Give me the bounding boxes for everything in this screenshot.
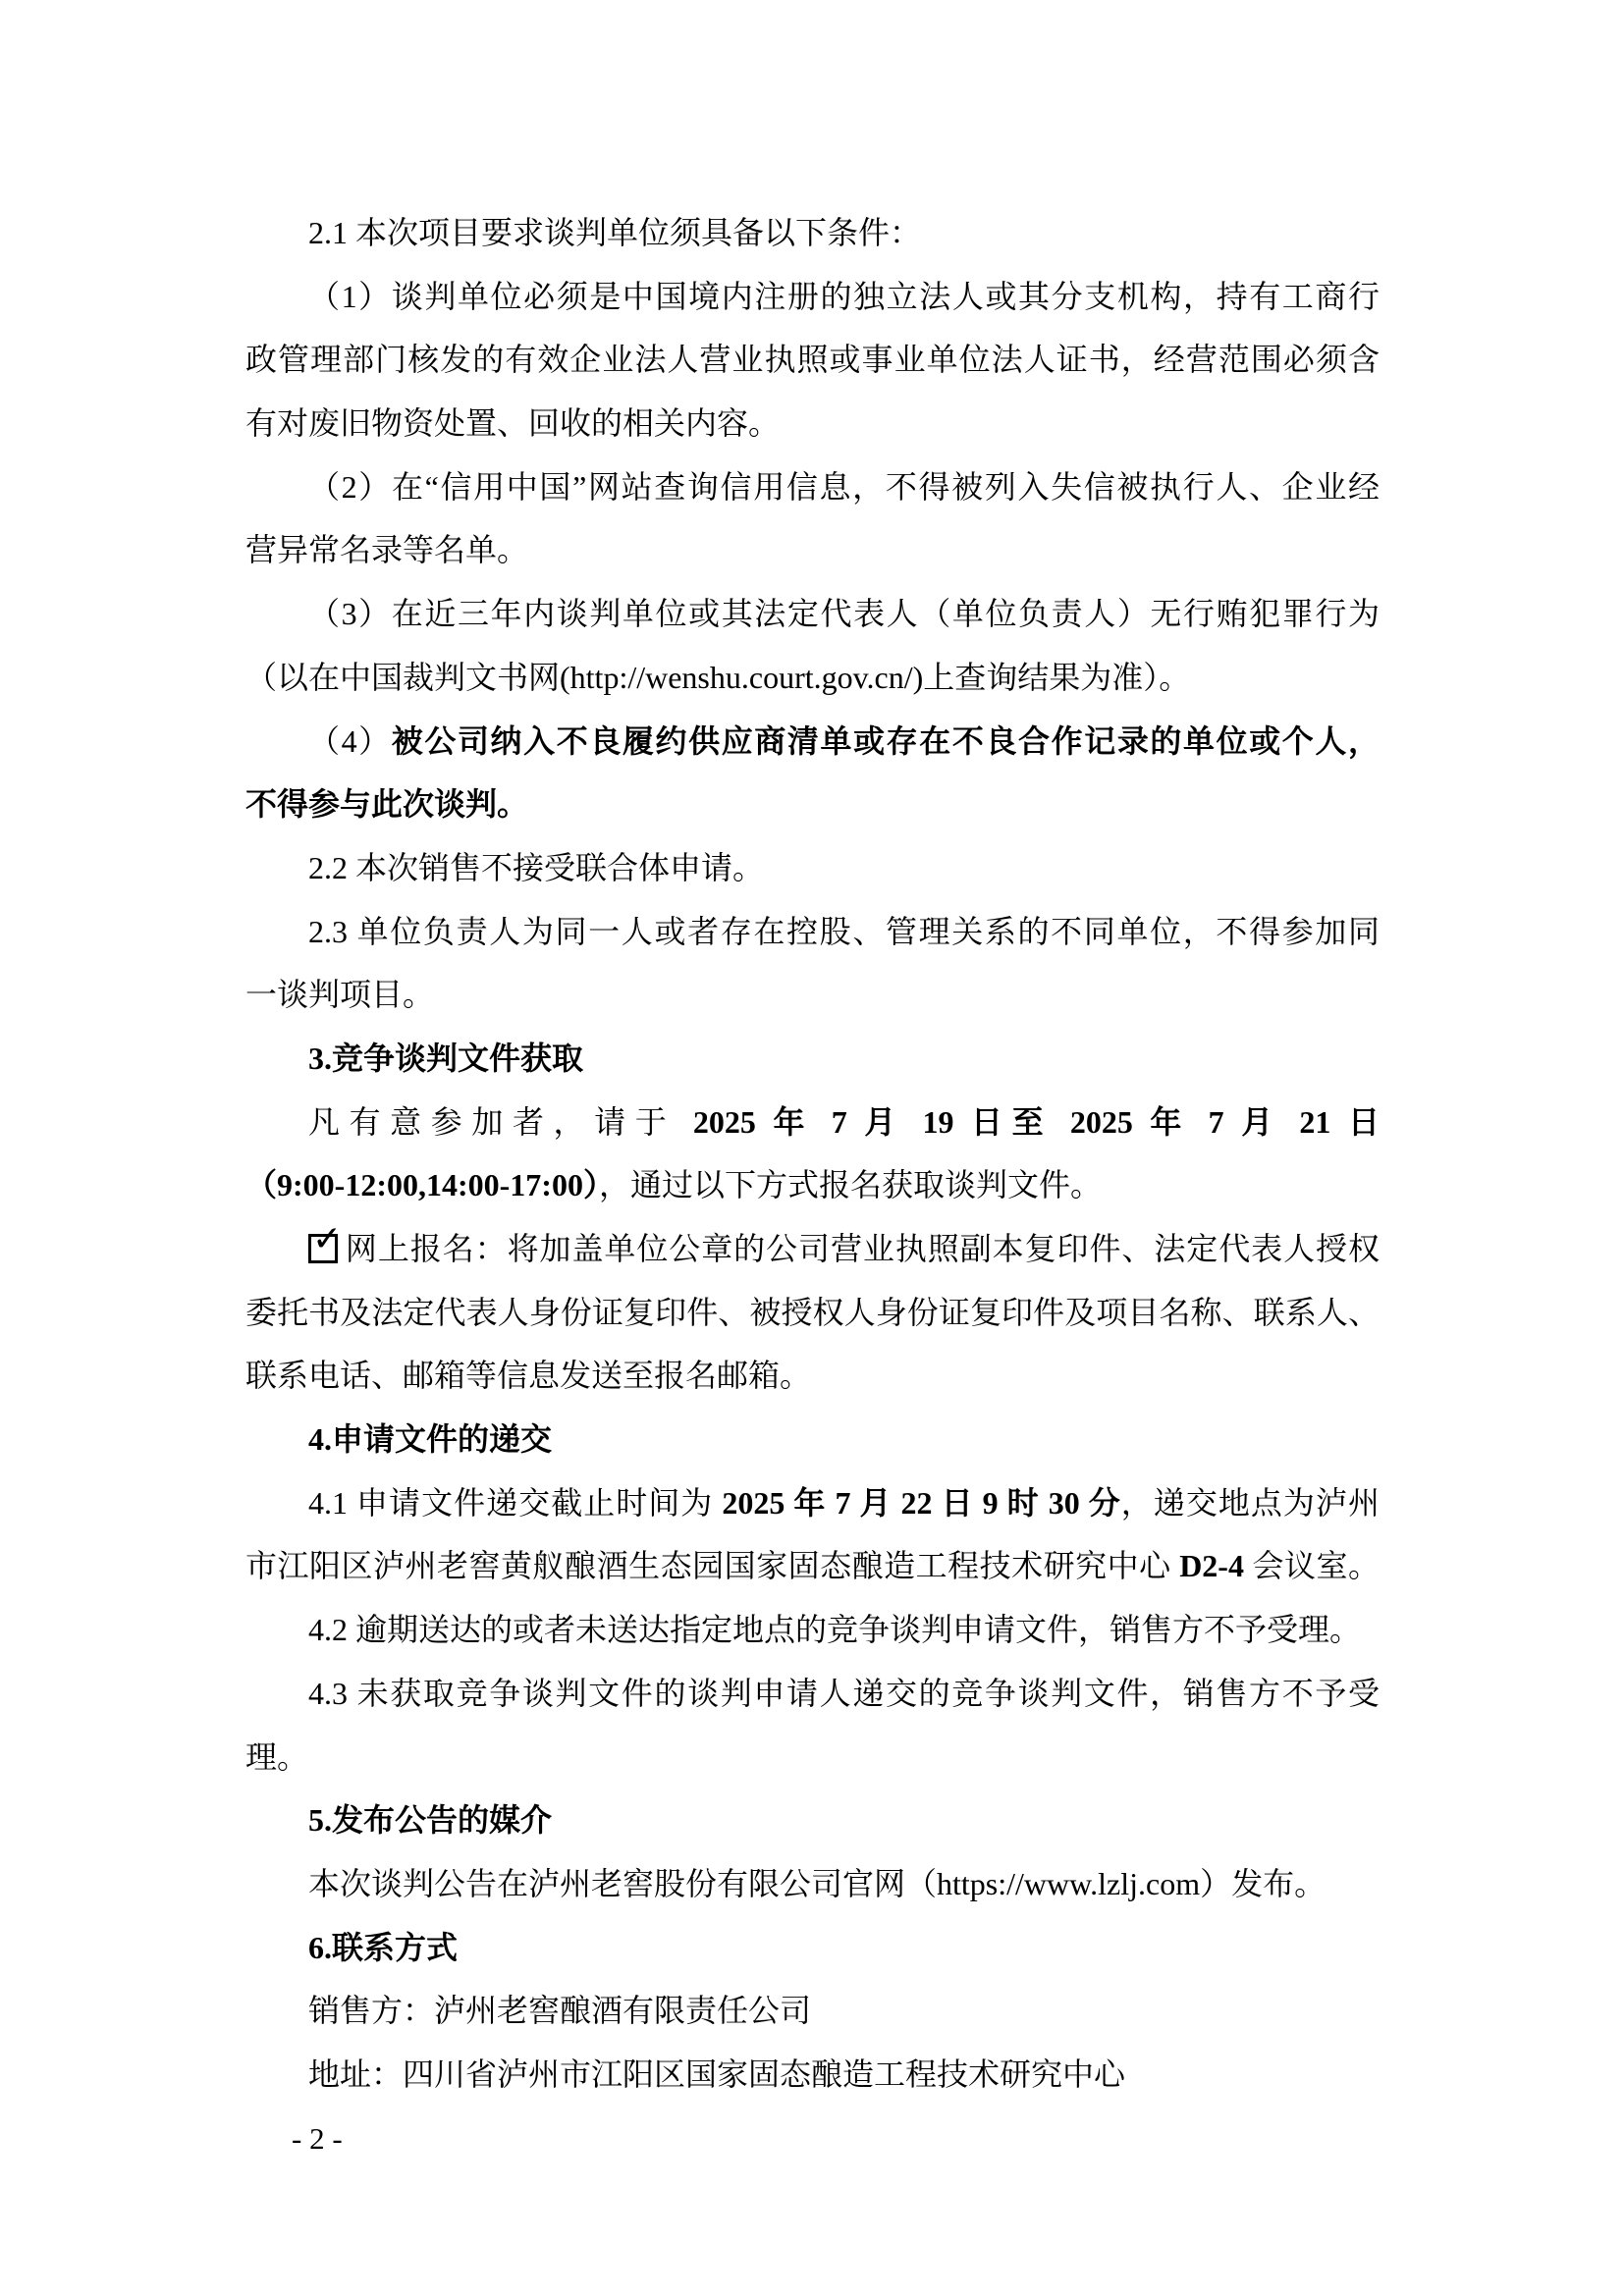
text-segment: 4.3 未获取竞争谈判文件的谈判申请人递交的竞争谈判文件，销售方不予受	[308, 1675, 1380, 1711]
text-segment: 2.3 单位负责人为同一人或者存在控股、管理关系的不同单位，不得参加同	[308, 913, 1380, 949]
text-segment: 不得参与此次谈判。	[245, 786, 529, 823]
text-segment: （3）在近三年内谈判单位或其法定代表人（单位负责人）无行贿犯罪行为	[308, 596, 1380, 632]
heading-line	[245, 1916, 1380, 1980]
text-line	[245, 201, 1380, 265]
text-segment: 2.2 本次销售不接受联合体申请。	[308, 849, 765, 885]
text-segment: （1）谈判单位必须是中国境内注册的独立法人或其分支机构，持有工商行	[308, 278, 1380, 314]
check-mark-glyph: ✓	[312, 1219, 343, 1259]
text-segment: 会议室。	[1243, 1548, 1380, 1584]
text-segment: 委托书及法定代表人身份证复印件、被授权人身份证复印件及项目名称、联系人、	[245, 1294, 1380, 1330]
text-segment: 网上报名：将加盖单位公章的公司营业执照副本复印件、法定代表人授权	[345, 1231, 1380, 1266]
text-line	[245, 1153, 1380, 1217]
text-segment: 2025 年 7 月 19 日至 2025 年 7 月 21 日	[692, 1103, 1380, 1140]
text-line	[245, 1217, 1380, 1281]
text-line	[245, 1852, 1380, 1916]
text-line	[245, 582, 1380, 646]
text-segment: （9:00-12:00,14:00-17:00）	[245, 1167, 599, 1203]
text-segment: 销售方：泸州老窖酿酒有限责任公司	[308, 1993, 812, 2029]
text-line	[245, 963, 1380, 1027]
heading-line	[245, 1408, 1380, 1471]
text-segment: 政管理部门核发的有效企业法人营业执照或事业单位法人证书，经营范围必须含	[245, 342, 1380, 378]
text-line	[245, 1471, 1380, 1535]
text-segment: 市江阳区泸州老窖黄舣酿酒生态园国家固态酿造工程技术研究中心	[245, 1548, 1180, 1584]
text-segment: （2）在“信用中国”网站查询信用信息，不得被列入失信被执行人、企业经	[308, 468, 1380, 505]
text-line	[245, 1598, 1380, 1662]
text-segment: 理。	[245, 1738, 309, 1775]
text-segment: 4.1 申请文件递交截止时间为	[308, 1484, 723, 1521]
text-line	[245, 836, 1380, 900]
text-segment: 5.发布公告的媒介	[308, 1802, 553, 1839]
text-line	[245, 1662, 1380, 1726]
text-line	[245, 1091, 1380, 1154]
text-line	[245, 646, 1380, 710]
heading-line	[245, 1027, 1380, 1091]
text-segment: ，通过以下方式报名获取谈判文件。	[598, 1167, 1102, 1203]
text-line	[245, 1979, 1380, 2043]
checked-checkbox-icon	[308, 1219, 343, 1263]
text-segment: 4.申请文件的递交	[308, 1421, 553, 1458]
text-line	[245, 710, 1380, 774]
text-segment: 联系电话、邮箱等信息发送至报名邮箱。	[245, 1358, 812, 1394]
text-segment: 2025 年 7 月 22 日 9 时 30 分	[722, 1484, 1121, 1521]
heading-line	[245, 1789, 1380, 1852]
text-line	[245, 1281, 1380, 1345]
text-segment: 3.竞争谈判文件获取	[308, 1040, 584, 1076]
text-segment: 营异常名录等名单。	[245, 532, 529, 568]
text-line	[245, 900, 1380, 964]
text-line	[245, 392, 1380, 455]
text-segment: 地址：四川省泸州市江阳区国家固态酿造工程技术研究中心	[308, 2056, 1126, 2092]
text-line	[245, 1726, 1380, 1789]
text-segment: 本次谈判公告在泸州老窖股份有限公司官网（https://www.lzlj.com）发布。	[308, 1865, 1326, 1901]
text-segment: 4.2 逾期送达的或者未送达指定地点的竞争谈判申请文件，销售方不予受理。	[308, 1612, 1362, 1648]
text-line	[245, 2043, 1380, 2107]
text-segment: 被公司纳入不良履约供应商清单或存在不良合作记录的单位或个人，	[391, 722, 1380, 759]
text-line	[245, 1534, 1380, 1598]
text-segment: 2.1 本次项目要求谈判单位须具备以下条件：	[308, 215, 922, 250]
text-segment: 6.联系方式	[308, 1929, 459, 1965]
text-line	[245, 518, 1380, 582]
text-line	[245, 1344, 1380, 1408]
text-line	[245, 328, 1380, 392]
document-body	[245, 201, 1380, 2107]
text-line	[245, 455, 1380, 519]
text-segment: 有对废旧物资处置、回收的相关内容。	[245, 405, 781, 442]
text-segment: D2-4	[1179, 1548, 1244, 1584]
text-segment: 凡有意参加者，请于	[308, 1103, 693, 1140]
text-segment: ，递交地点为泸州	[1120, 1484, 1380, 1521]
page-number: - 2 -	[292, 2121, 343, 2156]
text-segment: （4）	[308, 722, 392, 759]
text-line	[245, 265, 1380, 329]
text-line	[245, 773, 1380, 836]
text-segment: 一谈判项目。	[245, 977, 435, 1013]
text-segment: （以在中国裁判文书网(http://wenshu.court.gov.cn/)上查询结果为准）。	[245, 659, 1191, 695]
